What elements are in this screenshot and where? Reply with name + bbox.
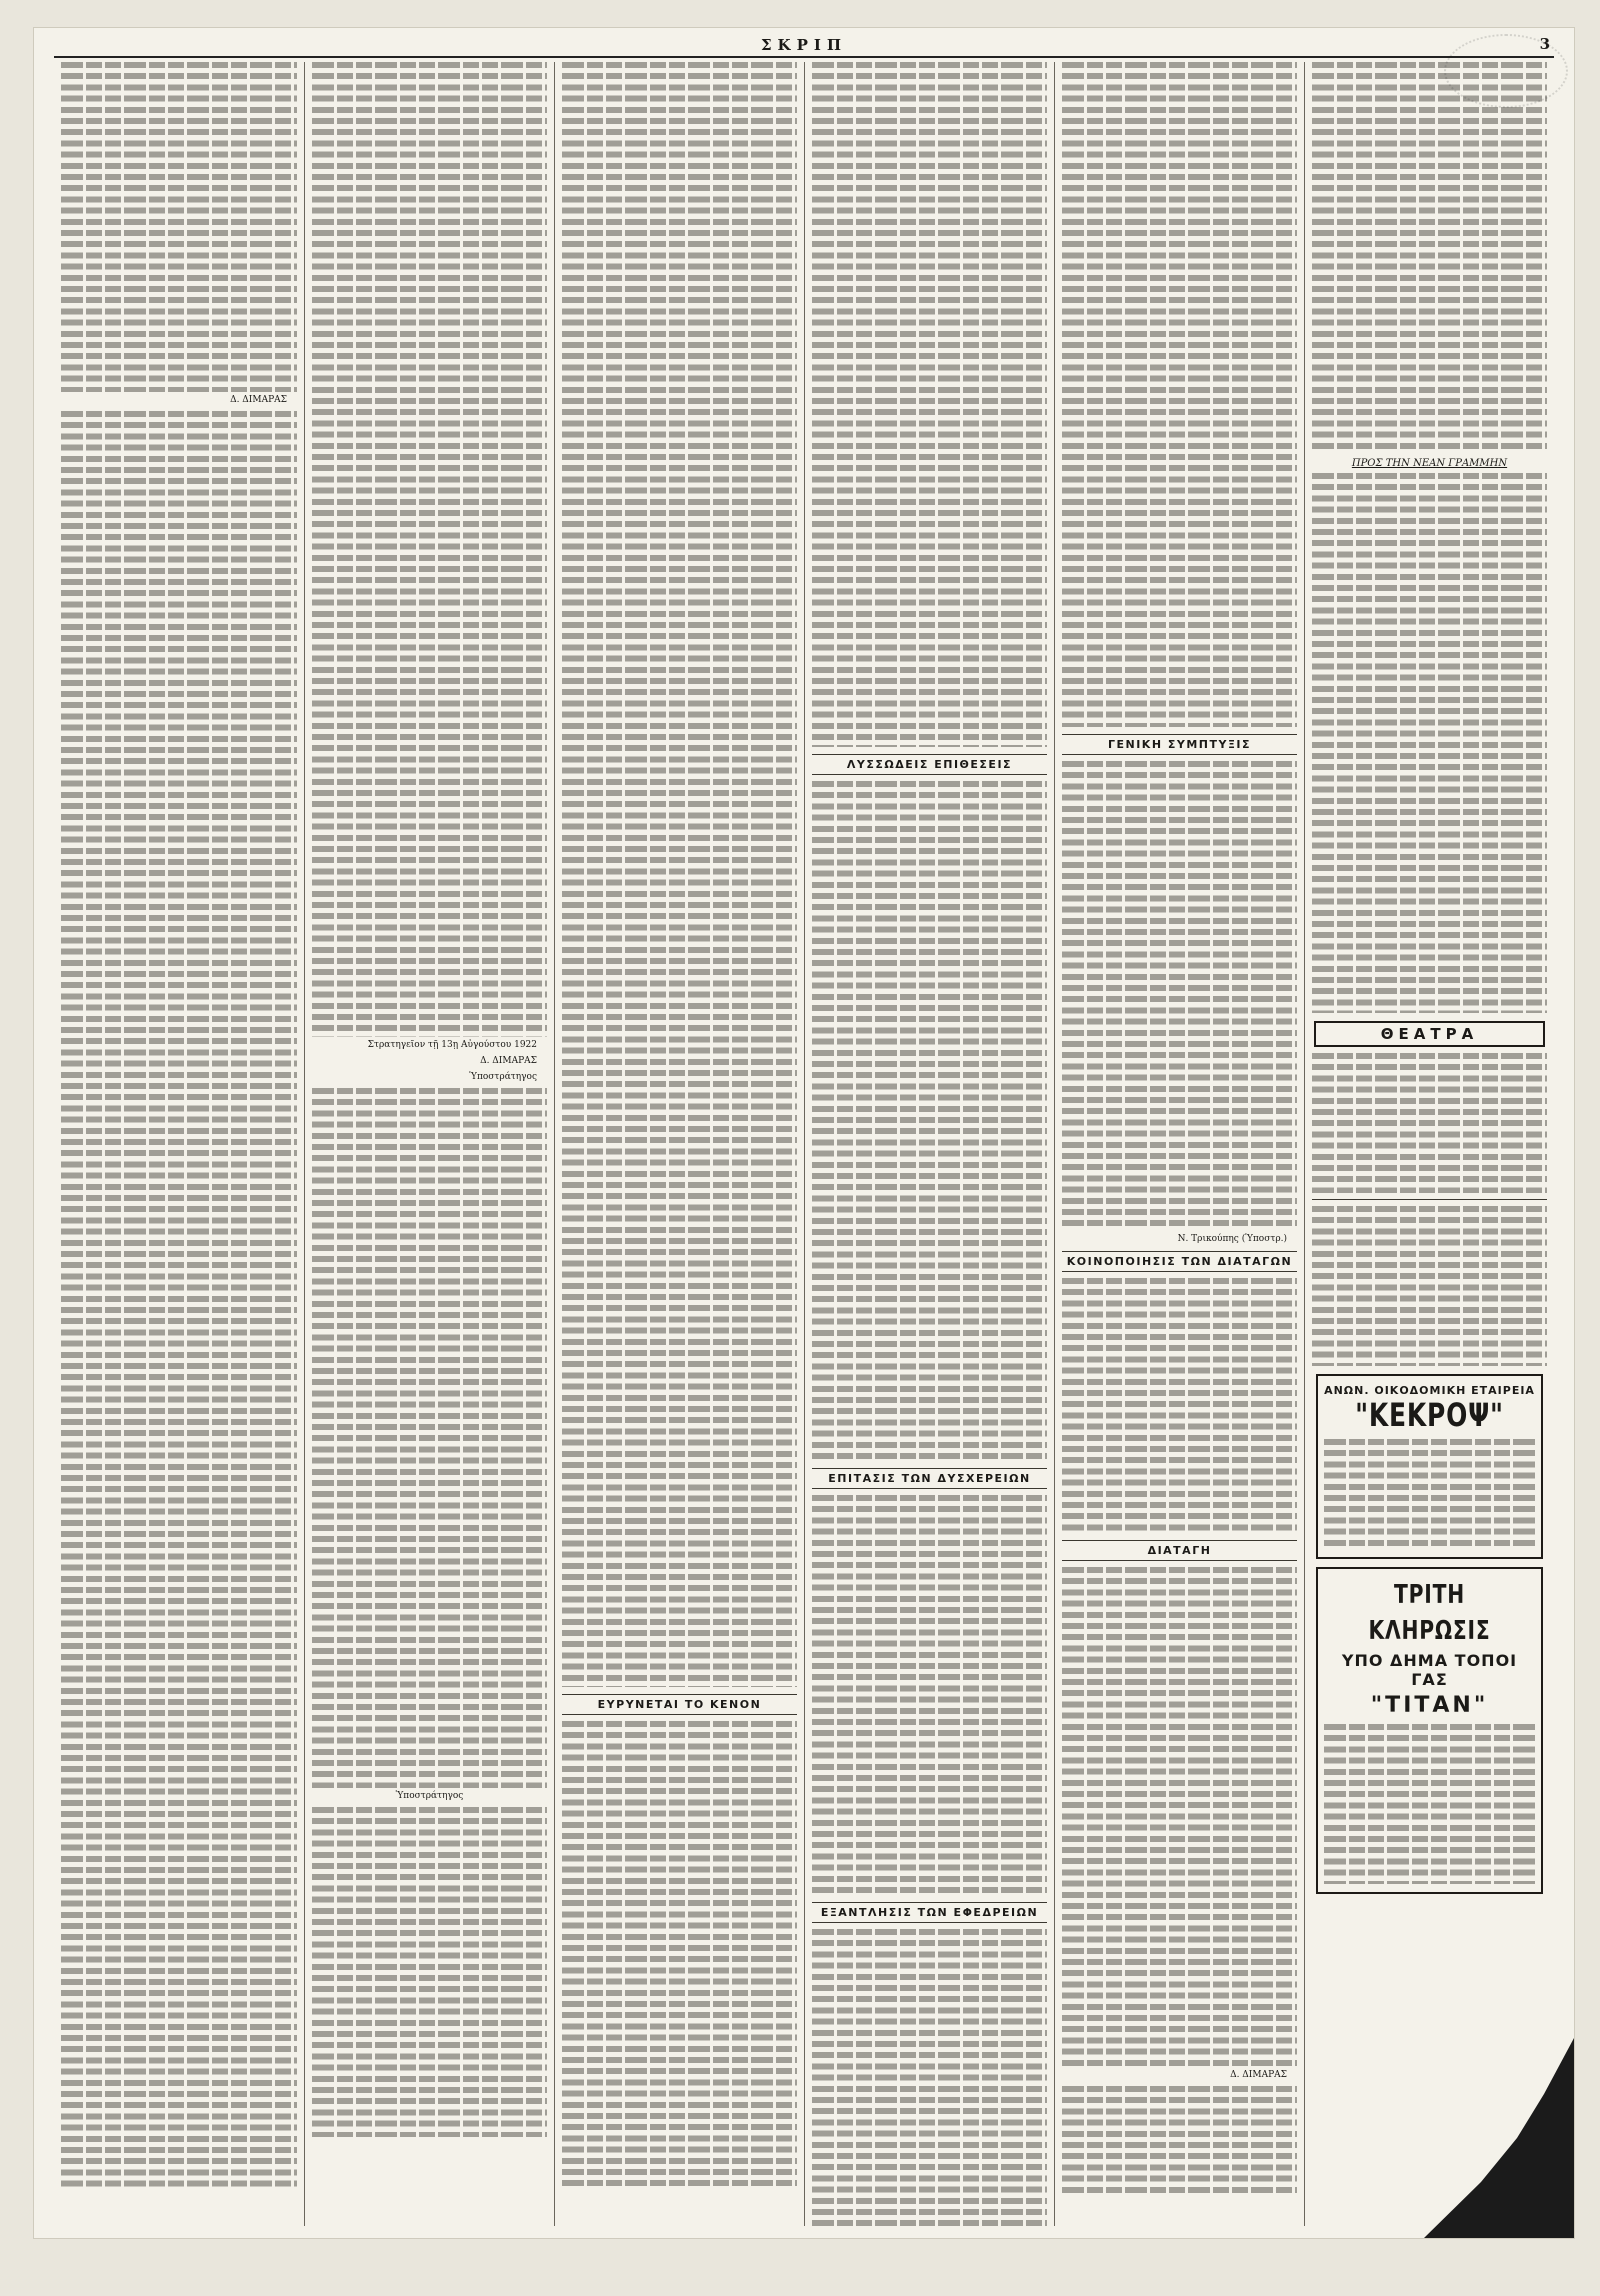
advertisement-titan <box>1316 1567 1543 1894</box>
column-1 <box>54 62 304 2226</box>
article-body <box>812 1929 1047 2226</box>
ad-brand: "ΤΙΤΑΝ" <box>1370 1693 1489 1718</box>
article-body <box>812 1495 1047 1895</box>
article-signature: Δ. ΔΙΜΑΡΑΣ <box>1230 2070 1287 2080</box>
column-3 <box>554 62 804 2226</box>
ad-body <box>1324 1439 1535 1549</box>
masthead <box>54 34 1554 58</box>
section-heading: ΚΟΙΝΟΠΟΙΗΣΙΣ ΤΩΝ ΔΙΑΤΑΓΩΝ <box>1062 1251 1297 1272</box>
article-body <box>1062 2086 1297 2196</box>
section-heading: ΓΕΝΙΚΗ ΣΥΜΠΤΥΞΙΣ <box>1062 734 1297 755</box>
article-signature: Ν. Τρικούπης (Ὑποστρ.) <box>1177 1234 1287 1244</box>
article-body <box>562 62 797 1687</box>
theatre-listings <box>1312 1053 1547 1193</box>
article-body <box>1062 761 1297 1231</box>
article-body <box>312 1088 547 1788</box>
article-body <box>812 781 1047 1461</box>
signature-date: Στρατηγεῖον τῇ 13ῃ Αὐγούστου 1922 <box>367 1040 537 1050</box>
article-signature: Δ. ΔΙΜΑΡΑΣ <box>230 395 287 405</box>
newspaper-page <box>34 28 1574 2238</box>
section-heading: ΕΥΡΥΝΕΤΑΙ ΤΟ ΚΕΝΟΝ <box>562 1694 797 1715</box>
text-columns <box>54 62 1554 2226</box>
article-body <box>562 1721 797 2191</box>
news-brief <box>1312 1206 1547 1366</box>
column-6 <box>1304 62 1554 2226</box>
section-heading: ΛΥΣΣΩΔΕΙΣ ΕΠΙΘΕΣΕΙΣ <box>812 754 1047 775</box>
advertisement-kekrops <box>1316 1374 1543 1559</box>
divider <box>1312 1199 1547 1200</box>
signature-role: Ὑποστράτηγος <box>395 1791 464 1801</box>
article-body <box>1062 1567 1297 2067</box>
article-body <box>61 411 297 2191</box>
ad-subtitle: ΥΠΟ ΔΗΜΑ ΤΟΠΟΙ ΓΑΣ <box>1341 1651 1518 1689</box>
ad-name: "ΚΕΚΡΟΨ" <box>1355 1396 1504 1434</box>
section-heading: ΕΠΙΤΑΣΙΣ ΤΩΝ ΔΥΣΧΕΡΕΙΩΝ <box>812 1468 1047 1489</box>
ad-title: ΤΡΙΤΗ ΚΛΗΡΩΣΙΣ <box>1368 1580 1491 1646</box>
article-body <box>1312 62 1547 452</box>
article-body <box>812 62 1047 747</box>
section-heading: ΠΡΟΣ ΤΗΝ ΝΕΑΝ ΓΡΑΜΜΗΝ <box>1351 458 1508 469</box>
signature-role: Ὑποστράτηγος <box>469 1072 537 1082</box>
article-body <box>1312 473 1547 1013</box>
newspaper-title: ΣΚΡΙΠ <box>760 36 848 54</box>
column-4 <box>804 62 1054 2226</box>
article-body <box>1062 62 1297 727</box>
column-2 <box>304 62 554 2226</box>
section-heading: ΔΙΑΤΑΓΗ <box>1062 1540 1297 1561</box>
page-number: 3 <box>1539 35 1550 53</box>
article-body <box>1062 1278 1297 1533</box>
column-5 <box>1054 62 1304 2226</box>
article-body <box>312 62 547 1037</box>
signature-name: Δ. ΔΙΜΑΡΑΣ <box>480 1056 537 1066</box>
theatre-heading: ΘΕΑΤΡΑ <box>1314 1021 1545 1047</box>
article-body <box>61 62 297 392</box>
ad-title: ΑΝΩΝ. ΟΙΚΟΔΟΜΙΚΗ ΕΤΑΙΡΕΙΑ <box>1324 1384 1535 1397</box>
section-heading: ΕΞΑΝΤΛΗΣΙΣ ΤΩΝ ΕΦΕΔΡΕΙΩΝ <box>812 1902 1047 1923</box>
article-body <box>312 1807 547 2137</box>
ad-body <box>1324 1724 1535 1884</box>
